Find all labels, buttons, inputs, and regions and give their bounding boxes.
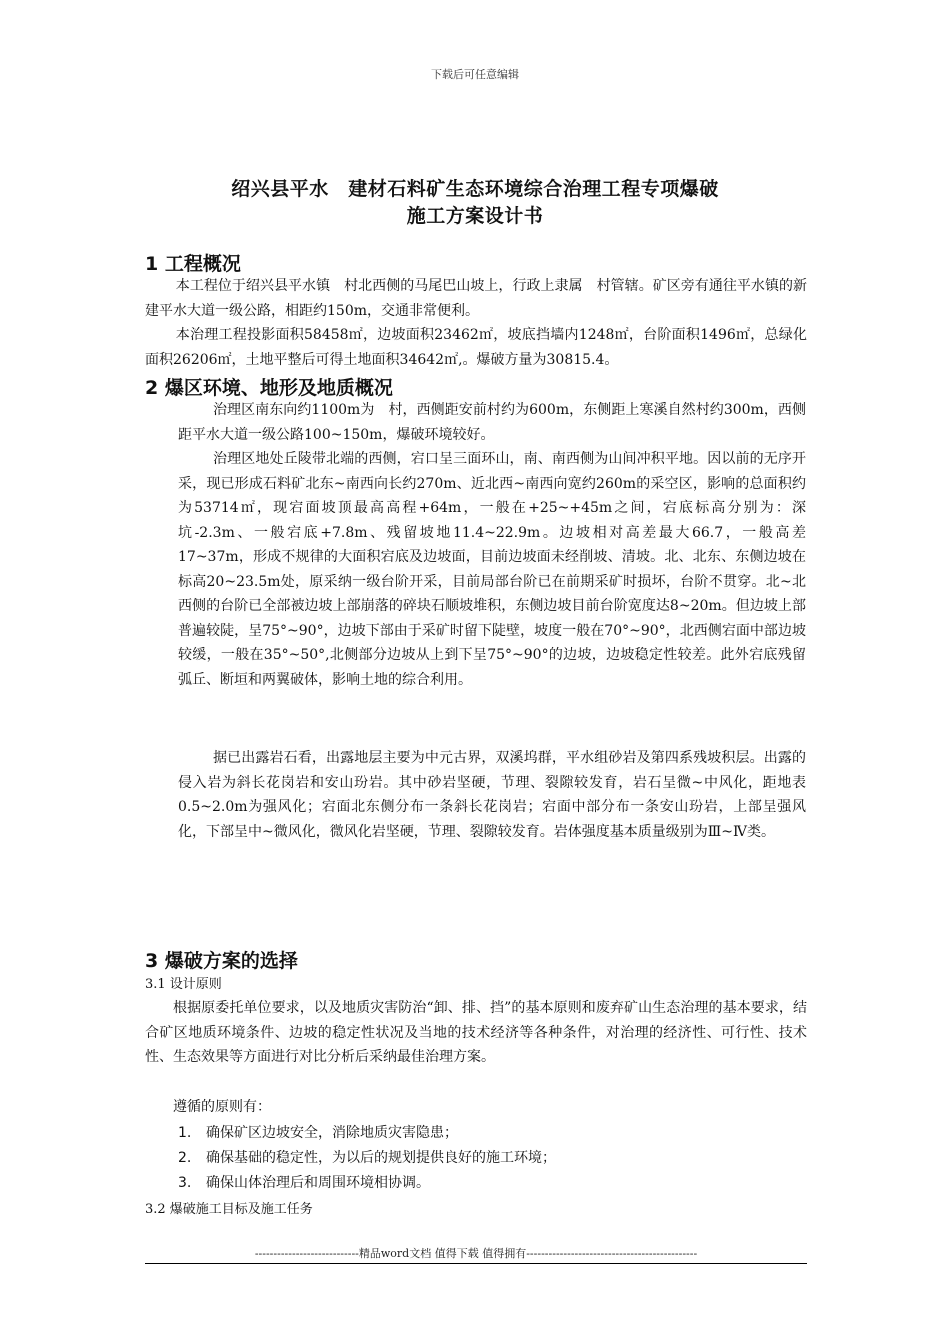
- principle-item-3: [178, 1172, 430, 1192]
- section-1-paragraph-1: 本工程位于绍兴县平水镇 村北西侧的马尾巴山坡上，行政上隶属 村管辖。矿区旁有通往平水镇的新建平水大道一级公路，相距约150m，交通非常便利。: [145, 278, 807, 319]
- section-3-paragraph-1: 根据原委托单位要求，以及地质灾害防治“卸、排、挡”的基本原则和废弃矿山生态治理的基本要求，结合矿区地质环境条件、边坡的稳定性状况及当地的技术经济等各种条件，对治理的经济性、可行性、技术性、生态效果等方面进行对比分析后采纳最佳治理方案。: [145, 1000, 807, 1065]
- section-3-paragraph-2: 遵循的原则有：: [173, 1099, 271, 1115]
- list-number: 2.: [178, 1150, 192, 1166]
- doc-title-line1: 绍兴县平水 建材石料矿生态环境综合治理工程专项爆破: [231, 178, 719, 200]
- section-3-heading: 3 爆破方案的选择: [145, 950, 298, 972]
- section-2-paragraph-2: 治理区地处丘陵带北端的西侧，宕口呈三面环山，南、南西侧为山间冲积平地。因以前的无序开采，现已形成石料矿北东~南西向长约270m、近北西~南西向宽约260m的采空区，影响的总面积约为53714㎡，现宕面坡顶最高高程+64m，一般在+25~+45m之间，宕底标高分别为：深坑-2.3m、一般宕底+7.8m、残留坡地11.4~22.9m。边坡相对高差最大66.7，一般高差17~37m，形成不规律的大面积宕底及边坡面，目前边坡面未经削坡、清坡。北、北东、东侧边坡在标高20~23.5m处，原采纳一级台阶开采，目前局部台阶已在前期采矿时损坏，台阶不贯穿。北~北西侧的台阶已全部被边坡上部崩落的碎块石顺坡堆积，东侧边坡目前台阶宽度达8~20m。但边坡上部普遍较陡，呈75°~90°，边坡下部由于采矿时留下陡壁，坡度一般在70°~90°，北西侧宕面中部边坡较缓，一般在35°~50°,北侧部分边坡从上到下呈75°~90°的边坡，边坡稳定性较差。此外宕底残留弧丘、断垣和两翼破体，影响土地的综合利用。: [178, 451, 806, 688]
- subsection-3-2-heading: 3.2 爆破施工目标及施工任务: [145, 1202, 313, 1217]
- doc-title-line2: 施工方案设计书: [406, 205, 544, 227]
- page-header: 下载后可任意编辑: [431, 68, 519, 81]
- section-1-heading: 1 工程概况: [145, 253, 241, 275]
- page-footer: ----------------------------精品word文档 值得下载 值得拥有----------------------------------------------: [254, 1247, 698, 1260]
- section-2-paragraph-3: 据已出露岩石看，出露地层主要为中元古界，双溪坞群，平水组砂岩及第四系残坡积层。出露的侵入岩为斜长花岗岩和安山玢岩。其中砂岩坚硬，节理、裂隙较发育，岩石呈微~中风化，距地表0.5~2.0m为强风化；宕面北东侧分布一条斜长花岗岩；宕面中部分布一条安山玢岩，上部呈强风化，下部呈中~微风化，微风化岩坚硬，节理、裂隙较发育。岩体强度基本质量级别为Ⅲ~Ⅳ类。: [178, 750, 806, 840]
- principle-item-2: [178, 1147, 556, 1167]
- footer-rule: [145, 1263, 807, 1264]
- section-2-heading: 2 爆区环境、地形及地质概况: [145, 377, 393, 399]
- section-2-paragraph-1: 治理区南东向约1100m为 村，西侧距安前村约为600m，东侧距上寒溪自然村约300m，西侧距平水大道一级公路100~150m，爆破环境较好。: [178, 402, 806, 443]
- subsection-3-1-heading: 3.1 设计原则: [145, 977, 222, 992]
- principle-item-1: [178, 1122, 458, 1142]
- list-text: 确保基础的稳定性，为以后的规划提供良好的施工环境；: [206, 1150, 556, 1166]
- list-number: 3.: [178, 1175, 192, 1191]
- list-text: 确保矿区边坡安全，消除地质灾害隐患；: [206, 1125, 458, 1141]
- list-text: 确保山体治理后和周围环境相协调。: [206, 1175, 430, 1191]
- section-1-paragraph-2: 本治理工程投影面积58458㎡，边坡面积23462㎡，坡底挡墙内1248㎡，台阶面积1496㎡，总绿化面积26206㎡，土地平整后可得土地面积34642㎡,。爆破方量为30815.4。: [145, 327, 807, 368]
- list-number: 1.: [178, 1125, 192, 1141]
